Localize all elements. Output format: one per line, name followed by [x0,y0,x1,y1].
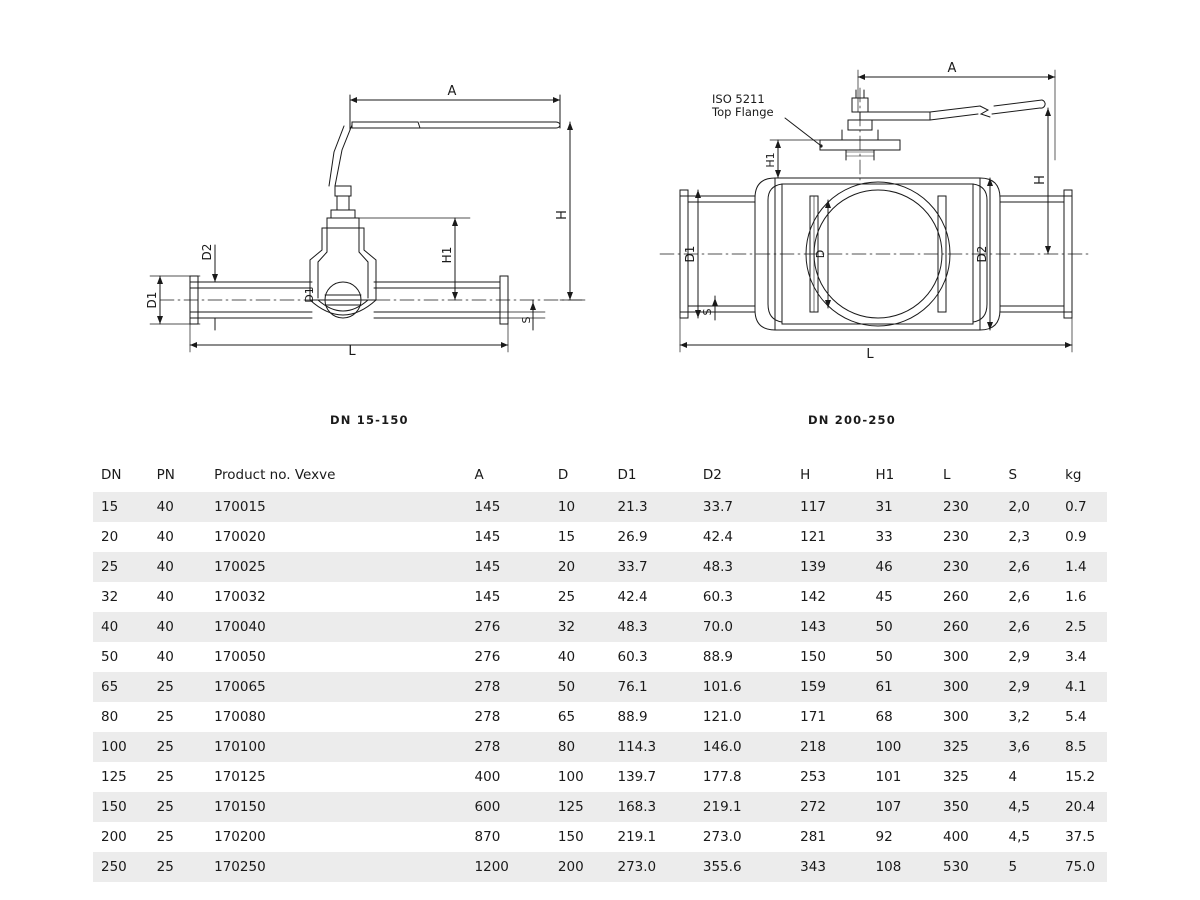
table-row [93,642,1107,672]
cell-a: 600 [475,792,558,822]
cell-s: 5 [1009,852,1066,882]
cell-h: 343 [800,852,875,882]
cell-kg: 3.4 [1065,642,1107,672]
cell-d2: 177.8 [703,762,800,792]
cell-kg: 15.2 [1065,762,1107,792]
cell-dn: 150 [93,792,157,822]
cell-h: 150 [800,642,875,672]
col-header-pn: PN [157,462,215,492]
cell-a: 870 [475,822,558,852]
cell-product-no: 170150 [214,792,474,822]
table-row [93,672,1107,702]
cell-dn: 125 [93,762,157,792]
cell-d: 25 [558,582,618,612]
cell-d: 100 [558,762,618,792]
cell-product-no: 170025 [214,552,474,582]
cell-h1: 61 [876,672,943,702]
col-header-a: A [475,462,558,492]
cell-h: 121 [800,522,875,552]
cell-d2: 219.1 [703,792,800,822]
cell-kg: 5.4 [1065,702,1107,732]
cell-product-no: 170200 [214,822,474,852]
cell-product-no: 170040 [214,612,474,642]
cell-h1: 33 [876,522,943,552]
cell-d: 125 [558,792,618,822]
cell-d: 15 [558,522,618,552]
label-h1-right: H1 [764,152,777,168]
cell-h1: 45 [876,582,943,612]
cell-d2: 121.0 [703,702,800,732]
col-header-s: S [1009,462,1066,492]
cell-pn: 40 [157,492,215,522]
cell-d1: 26.9 [617,522,702,552]
cell-d1: 21.3 [617,492,702,522]
label-d2-left: D2 [200,243,214,261]
label-l-right: L [866,347,874,362]
cell-l: 260 [943,612,1009,642]
cell-a: 145 [475,582,558,612]
cell-d2: 88.9 [703,642,800,672]
table-header [93,462,1107,492]
cell-l: 300 [943,702,1009,732]
caption-dn200-250: DN 200-250 [808,413,896,427]
label-l-left: L [348,344,356,359]
label-h-right: H [1033,175,1048,185]
col-header-d1: D1 [617,462,702,492]
label-h1-left: H1 [440,246,454,264]
cell-a: 1200 [475,852,558,882]
cell-a: 400 [475,762,558,792]
cell-l: 260 [943,582,1009,612]
cell-d1: 139.7 [617,762,702,792]
cell-l: 230 [943,492,1009,522]
cell-l: 325 [943,762,1009,792]
cell-a: 145 [475,522,558,552]
cell-d2: 48.3 [703,552,800,582]
cell-product-no: 170125 [214,762,474,792]
cell-pn: 25 [157,732,215,762]
cell-l: 230 [943,522,1009,552]
table-row [93,762,1107,792]
cell-product-no: 170032 [214,582,474,612]
table-row [93,552,1107,582]
cell-h: 142 [800,582,875,612]
valve-drawing-dn15-150 [0,0,620,410]
cell-d: 32 [558,612,618,642]
cell-h1: 108 [876,852,943,882]
cell-d: 20 [558,552,618,582]
cell-d1: 76.1 [617,672,702,702]
col-header-h: H [800,462,875,492]
cell-h: 272 [800,792,875,822]
cell-d: 65 [558,702,618,732]
cell-dn: 65 [93,672,157,702]
dimensions-table-wrapper [93,462,1107,882]
table-row [93,852,1107,882]
cell-s: 4 [1009,762,1066,792]
cell-product-no: 170050 [214,642,474,672]
cell-a: 145 [475,492,558,522]
cell-d: 80 [558,732,618,762]
cell-l: 300 [943,672,1009,702]
col-header-product-no: Product no. Vexve [214,462,474,492]
cell-d1: 60.3 [617,642,702,672]
cell-s: 2,0 [1009,492,1066,522]
cell-s: 3,2 [1009,702,1066,732]
cell-d2: 33.7 [703,492,800,522]
cell-h: 139 [800,552,875,582]
cell-l: 325 [943,732,1009,762]
table-row [93,792,1107,822]
dimensions-table [93,462,1107,882]
label-a-right: A [947,61,957,76]
cell-d: 150 [558,822,618,852]
table-row [93,702,1107,732]
cell-s: 3,6 [1009,732,1066,762]
cell-h1: 50 [876,612,943,642]
cell-l: 350 [943,792,1009,822]
cell-kg: 1.6 [1065,582,1107,612]
cell-s: 2,3 [1009,522,1066,552]
cell-h: 159 [800,672,875,702]
cell-l: 530 [943,852,1009,882]
iso-flange-note-line2: Top Flange [712,105,774,119]
col-header-dn: DN [93,462,157,492]
cell-kg: 75.0 [1065,852,1107,882]
table-body [93,492,1107,882]
cell-kg: 0.9 [1065,522,1107,552]
cell-product-no: 170250 [214,852,474,882]
cell-d1: 42.4 [617,582,702,612]
cell-d2: 70.0 [703,612,800,642]
label-s-right: S [701,308,714,316]
label-d-left: D1 [303,287,316,303]
cell-kg: 1.4 [1065,552,1107,582]
cell-h: 253 [800,762,875,792]
cell-kg: 4.1 [1065,672,1107,702]
cell-h: 281 [800,822,875,852]
cell-a: 276 [475,642,558,672]
cell-d: 50 [558,672,618,702]
cell-h1: 68 [876,702,943,732]
cell-a: 145 [475,552,558,582]
cell-pn: 25 [157,672,215,702]
cell-h: 143 [800,612,875,642]
cell-d2: 42.4 [703,522,800,552]
table-header-row [93,462,1107,492]
cell-h1: 31 [876,492,943,522]
cell-d2: 273.0 [703,822,800,852]
cell-pn: 40 [157,612,215,642]
cell-kg: 20.4 [1065,792,1107,822]
cell-s: 2,9 [1009,672,1066,702]
cell-h1: 107 [876,792,943,822]
cell-d: 40 [558,642,618,672]
cell-d2: 60.3 [703,582,800,612]
cell-dn: 20 [93,522,157,552]
cell-d1: 219.1 [617,822,702,852]
cell-h: 171 [800,702,875,732]
cell-h: 117 [800,492,875,522]
label-s-left: S [520,316,533,324]
cell-s: 2,6 [1009,552,1066,582]
cell-pn: 40 [157,582,215,612]
cell-d1: 48.3 [617,612,702,642]
cell-h1: 50 [876,642,943,672]
cell-pn: 25 [157,792,215,822]
cell-s: 2,6 [1009,582,1066,612]
label-d2-right: D2 [975,245,989,263]
col-header-l: L [943,462,1009,492]
cell-kg: 2.5 [1065,612,1107,642]
cell-product-no: 170080 [214,702,474,732]
cell-s: 4,5 [1009,822,1066,852]
cell-pn: 25 [157,762,215,792]
cell-d2: 146.0 [703,732,800,762]
cell-product-no: 170020 [214,522,474,552]
cell-dn: 15 [93,492,157,522]
cell-pn: 25 [157,852,215,882]
cell-product-no: 170065 [214,672,474,702]
cell-l: 230 [943,552,1009,582]
cell-product-no: 170015 [214,492,474,522]
cell-pn: 25 [157,822,215,852]
cell-h1: 46 [876,552,943,582]
table-row [93,492,1107,522]
cell-pn: 40 [157,642,215,672]
cell-h1: 100 [876,732,943,762]
label-a-left: A [447,84,457,99]
cell-a: 278 [475,672,558,702]
cell-a: 278 [475,702,558,732]
cell-d1: 33.7 [617,552,702,582]
table-row [93,612,1107,642]
cell-kg: 37.5 [1065,822,1107,852]
cell-d: 10 [558,492,618,522]
cell-l: 300 [943,642,1009,672]
cell-s: 2,9 [1009,642,1066,672]
cell-pn: 25 [157,702,215,732]
cell-dn: 250 [93,852,157,882]
cell-d: 200 [558,852,618,882]
valve-drawing-dn200-250 [580,0,1200,410]
cell-h1: 101 [876,762,943,792]
cell-d1: 168.3 [617,792,702,822]
cell-pn: 40 [157,522,215,552]
label-d-right: D [814,249,827,259]
cell-d1: 114.3 [617,732,702,762]
table-row [93,822,1107,852]
cell-pn: 40 [157,552,215,582]
cell-d2: 101.6 [703,672,800,702]
cell-s: 4,5 [1009,792,1066,822]
cell-l: 400 [943,822,1009,852]
col-header-d2: D2 [703,462,800,492]
cell-dn: 50 [93,642,157,672]
cell-d2: 355.6 [703,852,800,882]
cell-dn: 80 [93,702,157,732]
cell-d1: 88.9 [617,702,702,732]
caption-dn15-150: DN 15-150 [330,413,409,427]
cell-dn: 200 [93,822,157,852]
cell-s: 2,6 [1009,612,1066,642]
cell-kg: 0.7 [1065,492,1107,522]
cell-product-no: 170100 [214,732,474,762]
cell-a: 278 [475,732,558,762]
label-h-left: H [555,210,570,220]
cell-dn: 40 [93,612,157,642]
cell-dn: 32 [93,582,157,612]
iso-flange-note-line1: ISO 5211 [712,92,765,106]
label-d1-right: D1 [683,245,697,263]
cell-dn: 100 [93,732,157,762]
table-row [93,522,1107,552]
cell-dn: 25 [93,552,157,582]
cell-d1: 273.0 [617,852,702,882]
col-header-kg: kg [1065,462,1107,492]
col-header-d: D [558,462,618,492]
col-header-h1: H1 [876,462,943,492]
table-row [93,732,1107,762]
cell-kg: 8.5 [1065,732,1107,762]
cell-h: 218 [800,732,875,762]
cell-a: 276 [475,612,558,642]
table-row [93,582,1107,612]
cell-h1: 92 [876,822,943,852]
technical-drawings [0,0,1200,440]
label-d1-left: D1 [145,291,159,309]
